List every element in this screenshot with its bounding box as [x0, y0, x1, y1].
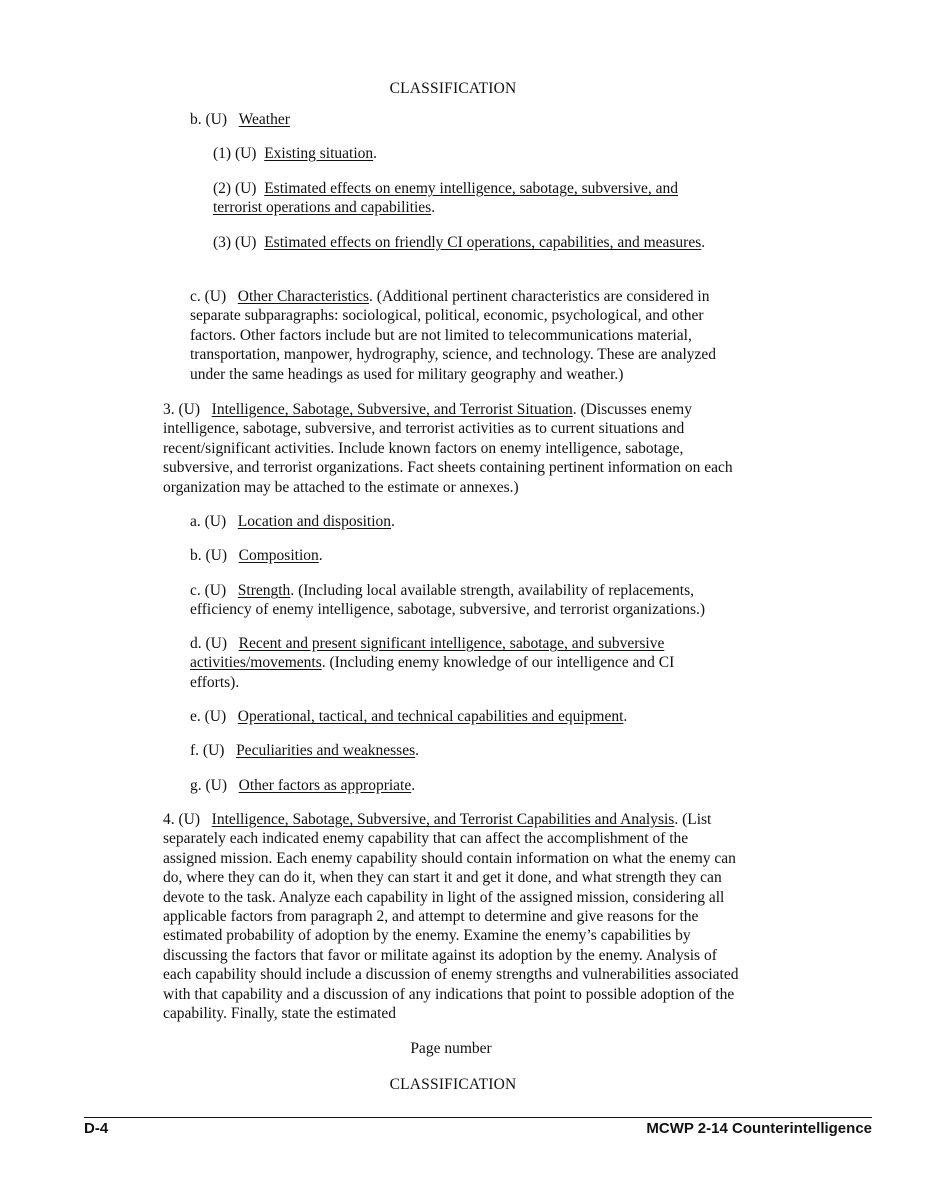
paragraph-3b-composition — [190, 546, 750, 565]
paragraph-text: . (List separately each indicated enemy capability that can affect the accomplishment of the assigned mission. Each enemy capability should contain information on what the enemy can do, where they can do it, when they can start it and get it done, and what strength they can devote to the task. Analyze each capability in light of the assigned mission, considering all applicable factors from paragraph 2, and attempt to determine and give reasons for the estimated probability of adoption by the enemy. Examine the enemy’s capabilities by discussing the factors that favor or militate against its adoption by the enemy. Analysis of each capability should include a discussion of enemy strengths and vulnerabilities associated with that capability and a discussion of any indications that point to possible adoption of the capability. Finally, state the estimated — [163, 811, 739, 1023]
paragraph-heading: Intelligence, Sabotage, Subversive, and Terrorist Situation — [211, 401, 573, 418]
paragraph-heading: Operational, tactical, and technical capabilities and equipment — [237, 708, 624, 725]
paragraph-heading: Existing situation — [264, 145, 374, 162]
paragraph-heading: Other Characteristics — [237, 288, 370, 305]
paragraph-label: c. (U) — [190, 582, 227, 599]
footer-publication-title: MCWP 2-14 Counterintelligence — [646, 1120, 872, 1137]
paragraph-heading: Location and disposition — [237, 513, 392, 530]
paragraph-3e-capabilities-equipment — [190, 707, 750, 726]
paragraph-text: . (Additional pertinent characteristics are considered in separate subparagraphs: sociological, political, economic, psychological, and other factors. Other factors include but are not limited to telecommunications material, transportation, manpower, hydrography, science, and technology. These are analyzed under the same headings as used for military geography and weather.) — [190, 288, 717, 383]
paragraph-text: . — [623, 708, 628, 725]
paragraph-text: . (Including enemy knowledge of our intelligence and CI efforts). — [190, 654, 675, 691]
paragraph-text: . — [318, 547, 323, 564]
paragraph-label: b. (U) — [190, 547, 228, 564]
paragraph-label: a. (U) — [190, 513, 227, 530]
paragraph-heading: Peculiarities and weaknesses — [236, 742, 416, 759]
paragraph-label: g. (U) — [190, 777, 228, 794]
classification-footer: CLASSIFICATION — [389, 1076, 517, 1093]
paragraph-heading: Intelligence, Sabotage, Subversive, and Terrorist Capabilities and Analysis — [211, 811, 675, 828]
paragraph-2c-other-characteristics — [190, 287, 750, 384]
paragraph-label: (1) (U) — [213, 145, 257, 162]
paragraph-2b2-effects-enemy — [213, 179, 725, 218]
paragraph-label: 4. (U) — [163, 811, 201, 828]
page-number-placeholder: Page number — [410, 1040, 492, 1057]
paragraph-text: . — [373, 145, 378, 162]
paragraph-heading: Estimated effects on enemy intelligence, sabotage, subversive, and terrorist operations and capabilities — [213, 180, 678, 217]
paragraph-text: . — [415, 742, 419, 759]
paragraph-text: . (Including local available strength, availability of replacements, efficiency of enemy intelligence, sabotage, subversive, and terrorist organizations.) — [190, 582, 706, 619]
paragraph-label: (3) (U) — [213, 234, 257, 251]
paragraph-label: 3. (U) — [163, 401, 201, 418]
paragraph-text: . — [391, 513, 395, 530]
classification-header: CLASSIFICATION — [389, 80, 517, 97]
paragraph-text: . — [411, 777, 416, 794]
paragraph-heading: Recent and present significant intelligence, sabotage, and subversive activities/movements — [190, 635, 665, 672]
paragraph-text: . — [701, 234, 706, 251]
paragraph-2b-weather — [190, 110, 750, 129]
paragraph-2b3-effects-friendly — [213, 233, 713, 252]
paragraph-heading: Strength — [237, 582, 291, 599]
paragraph-heading: Other factors as appropriate — [238, 777, 412, 794]
paragraph-heading: Composition — [238, 547, 319, 564]
paragraph-label: c. (U) — [190, 288, 227, 305]
paragraph-3c-strength — [190, 581, 750, 620]
paragraph-label: (2) (U) — [213, 180, 257, 197]
paragraph-3f-peculiarities — [190, 741, 750, 760]
footer-page-id: D-4 — [84, 1120, 109, 1137]
paragraph-3g-other-factors — [190, 776, 750, 795]
paragraph-3d-recent-activities — [190, 634, 720, 692]
paragraph-label: b. (U) — [190, 111, 228, 128]
paragraph-text: . (Discusses enemy intelligence, sabotage, subversive, and terrorist activities as to current situations and recent/significant activities. Include known factors on enemy intelligence, sabotage, subversive, and terrorist organizations. Fact sheets containing pertinent information on each organization may be attached to the estimate or annexes.) — [163, 401, 733, 496]
paragraph-label: e. (U) — [190, 708, 227, 725]
paragraph-4-capabilities-analysis — [163, 810, 745, 1023]
paragraph-text: . — [431, 199, 436, 217]
paragraph-heading: Estimated effects on friendly CI operations, capabilities, and measures — [264, 234, 702, 251]
paragraph-heading: Weather — [238, 111, 290, 128]
paragraph-2b1-existing-situation — [213, 144, 743, 163]
paragraph-label: f. (U) — [190, 742, 225, 759]
paragraph-label: d. (U) — [190, 635, 228, 652]
footer-divider — [84, 1117, 872, 1118]
paragraph-3-situation — [163, 400, 748, 497]
paragraph-3a-location — [190, 512, 750, 531]
